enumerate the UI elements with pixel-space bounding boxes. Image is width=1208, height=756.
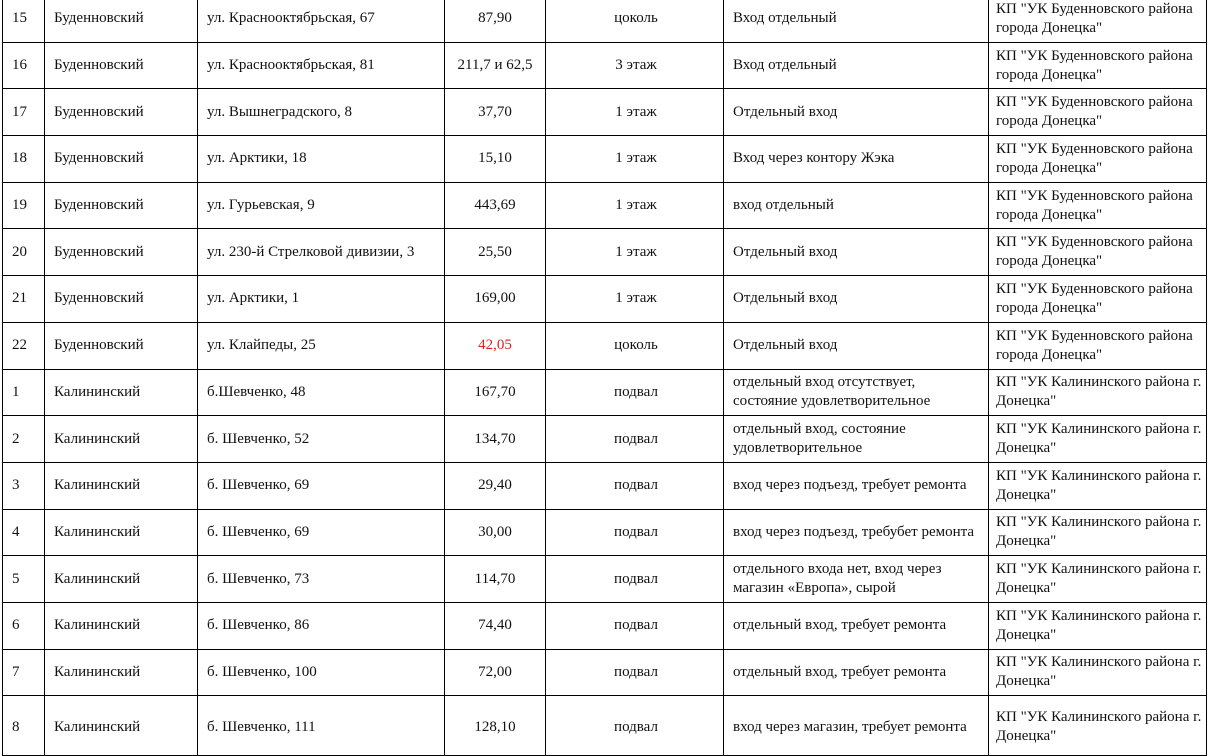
floor-cell: 1 этаж	[546, 229, 724, 276]
row-number-cell: 5	[3, 556, 45, 603]
address-cell: б. Шевченко, 73	[198, 556, 445, 603]
table-row	[3, 696, 1207, 756]
table-row	[3, 136, 1207, 183]
entrance-cell: Отдельный вход	[724, 322, 989, 369]
address-cell: ул. Краснооктябрьская, 67	[198, 0, 445, 42]
address-cell: б. Шевченко, 100	[198, 649, 445, 696]
district-cell: Буденновский	[45, 136, 198, 183]
area-cell: 169,00	[445, 276, 546, 323]
table-row	[3, 42, 1207, 89]
entrance-cell: Отдельный вход	[724, 89, 989, 136]
district-cell: Калининский	[45, 416, 198, 463]
row-number-cell: 16	[3, 42, 45, 89]
floor-cell: подвал	[546, 649, 724, 696]
table-row	[3, 462, 1207, 509]
district-cell: Буденновский	[45, 42, 198, 89]
floor-cell: 1 этаж	[546, 136, 724, 183]
area-cell: 211,7 и 62,5	[445, 42, 546, 89]
address-cell: б. Шевченко, 86	[198, 602, 445, 649]
district-cell: Калининский	[45, 649, 198, 696]
row-number-cell: 6	[3, 602, 45, 649]
address-cell: ул. Арктики, 18	[198, 136, 445, 183]
area-cell: 74,40	[445, 602, 546, 649]
entrance-cell: Вход отдельный	[724, 42, 989, 89]
entrance-cell: вход отдельный	[724, 182, 989, 229]
floor-cell: подвал	[546, 556, 724, 603]
row-number-cell: 21	[3, 276, 45, 323]
row-number-cell: 4	[3, 509, 45, 556]
organization-cell: КП "УК Буденновского района города Донецка"	[989, 182, 1207, 229]
area-cell: 443,69	[445, 182, 546, 229]
row-number-cell: 15	[3, 0, 45, 42]
address-cell: б. Шевченко, 52	[198, 416, 445, 463]
district-cell: Калининский	[45, 509, 198, 556]
row-number-cell: 20	[3, 229, 45, 276]
area-cell: 87,90	[445, 0, 546, 42]
floor-cell: 3 этаж	[546, 42, 724, 89]
row-number-cell: 22	[3, 322, 45, 369]
floor-cell: подвал	[546, 509, 724, 556]
address-cell: ул. Краснооктябрьская, 81	[198, 42, 445, 89]
row-number-cell: 19	[3, 182, 45, 229]
district-cell: Калининский	[45, 462, 198, 509]
organization-cell: КП "УК Буденновского района города Донецка"	[989, 276, 1207, 323]
area-cell: 37,70	[445, 89, 546, 136]
organization-cell: КП "УК Калининского района г. Донецка"	[989, 696, 1207, 756]
entrance-cell: отдельный вход, требует ремонта	[724, 602, 989, 649]
row-number-cell: 17	[3, 89, 45, 136]
table-row	[3, 0, 1207, 42]
organization-cell: КП "УК Калининского района г. Донецка"	[989, 462, 1207, 509]
table-row	[3, 229, 1207, 276]
organization-cell: КП "УК Калининского района г. Донецка"	[989, 556, 1207, 603]
district-cell: Буденновский	[45, 322, 198, 369]
area-cell: 42,05	[445, 322, 546, 369]
district-cell: Буденновский	[45, 182, 198, 229]
address-cell: б. Шевченко, 111	[198, 696, 445, 756]
floor-cell: 1 этаж	[546, 182, 724, 229]
table-row	[3, 649, 1207, 696]
area-cell: 134,70	[445, 416, 546, 463]
address-cell: б.Шевченко, 48	[198, 369, 445, 416]
area-cell: 167,70	[445, 369, 546, 416]
address-cell: ул. Клайпеды, 25	[198, 322, 445, 369]
row-number-cell: 8	[3, 696, 45, 756]
entrance-cell: вход через магазин, требует ремонта	[724, 696, 989, 756]
organization-cell: КП "УК Калининского района г. Донецка"	[989, 602, 1207, 649]
organization-cell: КП "УК Буденновского района города Донецка"	[989, 42, 1207, 89]
address-cell: ул. 230-й Стрелковой дивизии, 3	[198, 229, 445, 276]
table-row	[3, 509, 1207, 556]
floor-cell: подвал	[546, 602, 724, 649]
area-cell: 128,10	[445, 696, 546, 756]
table-row	[3, 322, 1207, 369]
address-cell: ул. Арктики, 1	[198, 276, 445, 323]
table-body	[3, 0, 1207, 756]
entrance-cell: отдельный вход, состояние удовлетворительное	[724, 416, 989, 463]
row-number-cell: 1	[3, 369, 45, 416]
district-cell: Буденновский	[45, 89, 198, 136]
address-cell: ул. Гурьевская, 9	[198, 182, 445, 229]
entrance-cell: Вход через контору Жэка	[724, 136, 989, 183]
entrance-cell: отдельного входа нет, вход через магазин «Европа», сырой	[724, 556, 989, 603]
premises-table	[2, 0, 1207, 756]
district-cell: Буденновский	[45, 276, 198, 323]
table-row	[3, 89, 1207, 136]
floor-cell: 1 этаж	[546, 89, 724, 136]
entrance-cell: вход через подъезд, требубет ремонта	[724, 509, 989, 556]
floor-cell: цоколь	[546, 322, 724, 369]
organization-cell: КП "УК Буденновского района города Донецка"	[989, 0, 1207, 42]
organization-cell: КП "УК Калининского района г. Донецка"	[989, 509, 1207, 556]
address-cell: б. Шевченко, 69	[198, 509, 445, 556]
area-cell: 29,40	[445, 462, 546, 509]
district-cell: Калининский	[45, 696, 198, 756]
floor-cell: подвал	[546, 696, 724, 756]
entrance-cell: отдельный вход, требует ремонта	[724, 649, 989, 696]
area-cell: 114,70	[445, 556, 546, 603]
table-row	[3, 602, 1207, 649]
floor-cell: подвал	[546, 462, 724, 509]
organization-cell: КП "УК Буденновского района города Донецка"	[989, 229, 1207, 276]
floor-cell: подвал	[546, 416, 724, 463]
entrance-cell: Отдельный вход	[724, 229, 989, 276]
address-cell: ул. Вышнеградского, 8	[198, 89, 445, 136]
district-cell: Калининский	[45, 556, 198, 603]
table-row	[3, 276, 1207, 323]
address-cell: б. Шевченко, 69	[198, 462, 445, 509]
table-row	[3, 556, 1207, 603]
organization-cell: КП "УК Буденновского района города Донецка"	[989, 89, 1207, 136]
row-number-cell: 18	[3, 136, 45, 183]
district-cell: Калининский	[45, 369, 198, 416]
organization-cell: КП "УК Калининского района г. Донецка"	[989, 369, 1207, 416]
district-cell: Буденновский	[45, 229, 198, 276]
entrance-cell: отдельный вход отсутствует, состояние удовлетворительное	[724, 369, 989, 416]
area-cell: 72,00	[445, 649, 546, 696]
entrance-cell: вход через подъезд, требует ремонта	[724, 462, 989, 509]
row-number-cell: 7	[3, 649, 45, 696]
table-row	[3, 369, 1207, 416]
organization-cell: КП "УК Буденновского района города Донецка"	[989, 136, 1207, 183]
entrance-cell: Вход отдельный	[724, 0, 989, 42]
row-number-cell: 3	[3, 462, 45, 509]
district-cell: Калининский	[45, 602, 198, 649]
floor-cell: 1 этаж	[546, 276, 724, 323]
area-cell: 30,00	[445, 509, 546, 556]
organization-cell: КП "УК Калининского района г. Донецка"	[989, 416, 1207, 463]
row-number-cell: 2	[3, 416, 45, 463]
area-cell: 15,10	[445, 136, 546, 183]
table-row	[3, 416, 1207, 463]
organization-cell: КП "УК Буденновского района города Донецка"	[989, 322, 1207, 369]
table-row	[3, 182, 1207, 229]
entrance-cell: Отдельный вход	[724, 276, 989, 323]
floor-cell: цоколь	[546, 0, 724, 42]
district-cell: Буденновский	[45, 0, 198, 42]
area-cell: 25,50	[445, 229, 546, 276]
floor-cell: подвал	[546, 369, 724, 416]
organization-cell: КП "УК Калининского района г. Донецка"	[989, 649, 1207, 696]
